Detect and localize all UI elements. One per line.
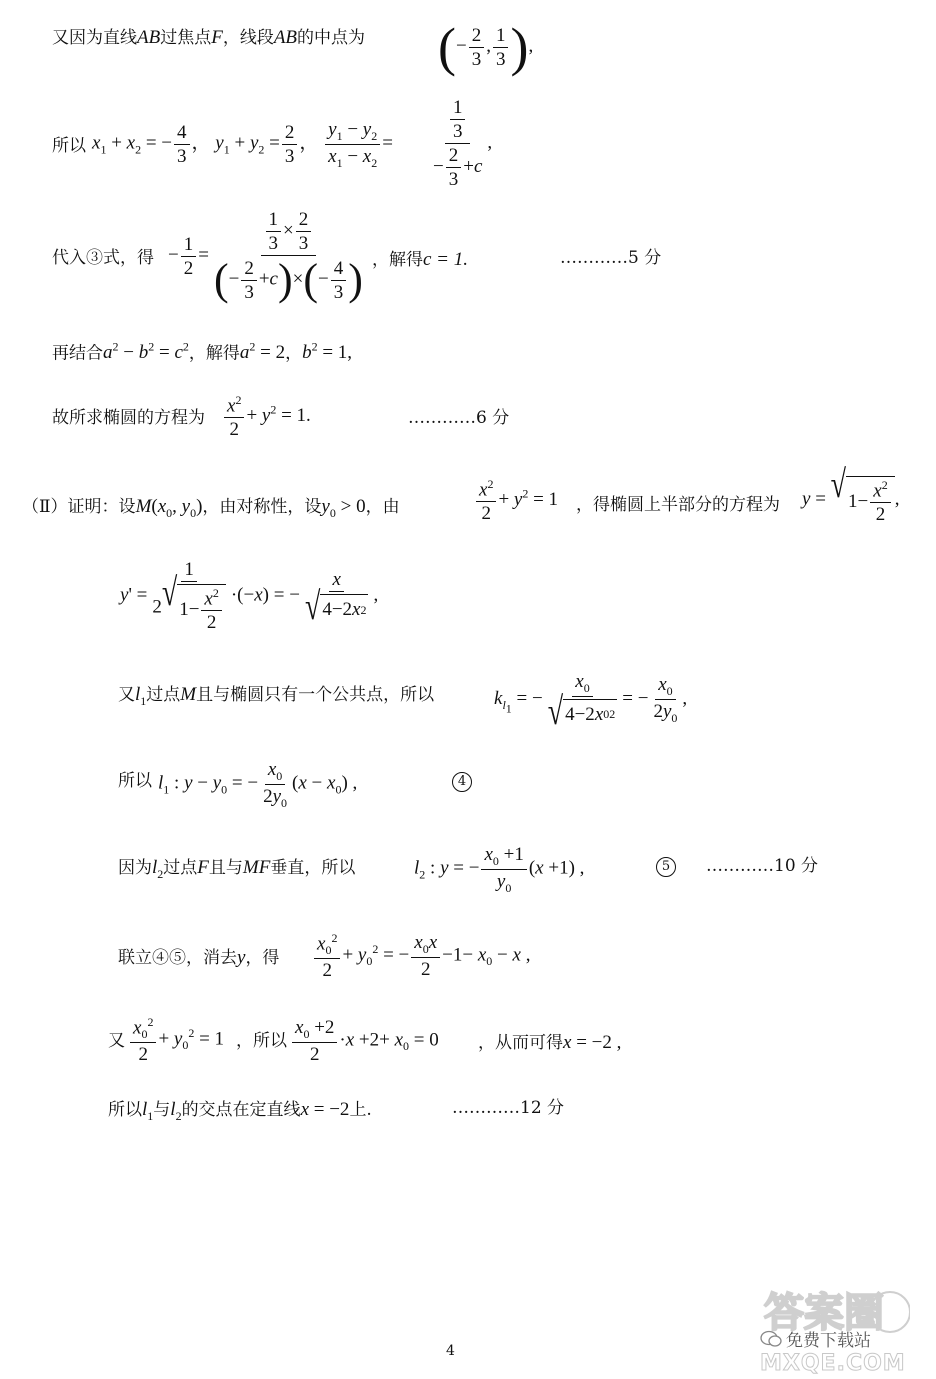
text: 又 (118, 685, 135, 705)
text: 的中点为 (297, 28, 366, 48)
text: 再结合 (52, 343, 103, 364)
line-9 (118, 773, 152, 790)
math: c = 1. (423, 249, 469, 270)
line-10: 因为$l_2$过点F且与MF垂直，所以 (118, 857, 356, 881)
label-5: 5 (656, 857, 676, 877)
text: ，线段 (222, 28, 274, 48)
text: ， (285, 343, 303, 364)
eq-line-12a: $\frac{x_0^2}{2}$ + $y_0^2 = 1$ (128, 1016, 224, 1064)
eq-line-6a: $\frac{x^2}{2}$ + $y^2 = 1$ (474, 478, 558, 523)
text: 过点 (163, 858, 198, 878)
text: ，得 (245, 948, 280, 968)
line-11: 联立④⑤，消去y，得 (118, 947, 280, 968)
score-6: …………6 分 (408, 408, 510, 428)
line-5 (52, 410, 205, 427)
eq-line-5: $\frac{x^2}{2}$ + $y^2 = 1$. (222, 394, 311, 439)
score-5: …………5 分 (560, 248, 662, 268)
eq-line-2: $x_1 + x_2$ = − $\frac{4}{3}$ ， $y_1 + y_2$ = $\frac{2}{3}$ ， $\frac{y_1 - y_2}{x_1 - x_2}$ = (92, 119, 393, 170)
eq-line-12b: $\frac{x_0 +2}{2}$ $\cdot x +2+ x_0 = 0$ (290, 1018, 439, 1064)
line-6b (576, 497, 780, 514)
eq-line-2b: $\frac{1}{3}$ − $\frac{2}{3}$ +c , (433, 97, 493, 190)
eq-line-8: $k_{l_1}$ = − $x_0$ √ 4−2 x 0 2 = − $\frac{x_0}{2y_0}$ , (494, 671, 688, 734)
line-3b (372, 250, 468, 269)
text: 联立④⑤，消去 (118, 948, 237, 968)
eq-derivative: y' = 1 2 √ 1− $\frac{x^2}{2}$ ·(−x) = − x √ 4−2 x 2 , (120, 559, 379, 634)
text: 且与 (208, 858, 243, 878)
line-2 (52, 138, 86, 155)
eq-line-11: $\frac{x_0^2}{2}$ + $y_0^2$ = − $\frac{x_0x}{2}$ $-1- x_0 - x$ , (312, 932, 530, 980)
line-12 (108, 1033, 125, 1050)
text: （Ⅱ）证明：设 (22, 497, 136, 517)
eq-line-10: $l_2$ : y = − $\frac{x_0 +1}{y_0}$ (x +1) , (414, 844, 585, 895)
math-F: F (211, 27, 223, 48)
text: 且与椭圆只有一个公共点，所以 (196, 685, 435, 705)
score-12: …………12 分 (452, 1098, 565, 1118)
label-4: 4 (452, 772, 472, 792)
line-12b (236, 1033, 287, 1050)
text: ，解得 (372, 250, 423, 270)
text: ，从而可得 (478, 1033, 563, 1053)
text: 所以 (118, 771, 152, 791)
text: 所以 (108, 1100, 142, 1120)
text: ，由对称性，设 (202, 497, 322, 517)
text: 过点 (146, 685, 181, 705)
eq-line-3: − $\frac{1}{2}$ = $\frac{1}{3}$ × $\frac{2}{3}$ (− $\frac{2}{3}$ +c)×(− $\frac{4}{3}$ ) (168, 209, 363, 304)
line-13: 所以$l_1$与$l_2$的交点在定直线x = −2上. (108, 1099, 372, 1123)
text: ，所以 (236, 1031, 287, 1051)
math-AB: AB (137, 27, 161, 48)
line-8: 又$l_1$过点M且与椭圆只有一个公共点，所以 (118, 684, 435, 708)
eq-line-9: $l_1$ : $y - y_0$ = − $\frac{x_0}{2y_0}$ $(x - x_0)$ , (158, 759, 358, 810)
score-10: …………10 分 (706, 856, 819, 876)
text: ，解得 (188, 343, 240, 364)
text: 所以 (52, 136, 86, 156)
line-12c: ，从而可得x = −2 , (478, 1032, 622, 1053)
text: 过焦点 (160, 28, 212, 48)
text: 又因为直线 (52, 28, 137, 48)
text: 因为 (118, 858, 152, 878)
watermark-text1: 免费下载站 (786, 1331, 871, 1351)
watermark-text (760, 1326, 930, 1376)
text: 又 (108, 1031, 125, 1051)
midpoint: (− $\frac{2}{3}$ , $\frac{1}{3}$ ), (438, 17, 534, 77)
line-1 (52, 28, 365, 47)
wechat-icon (760, 1330, 782, 1348)
text: ，得椭圆上半部分的方程为 (576, 495, 780, 515)
line-6: （Ⅱ）证明：设$M(x_0$, $y_0$)，由对称性，设$y_0 > 0$，由 (22, 496, 400, 520)
text: 与 (153, 1100, 171, 1120)
watermark-logo-text: 答案圈 (764, 1290, 884, 1336)
page-number: 4 (446, 1343, 455, 1359)
watermark-text2: MXQE.COM (760, 1351, 906, 1376)
math-AB2: AB (273, 27, 298, 48)
text: 的交点在定直线 (181, 1100, 301, 1120)
text: 故所求椭圆的方程为 (52, 408, 205, 428)
eq-line-6b: y = √ 1− $\frac{x^2}{2}$ , (802, 463, 900, 526)
line-4: 再结合$a^2 - b^2 = c^2$，解得$a^2 = 2$，$b^2 = 1$, (52, 340, 353, 364)
text: 垂直，所以 (270, 858, 356, 878)
text: ，由 (365, 497, 400, 517)
text: 代入③式，得 (52, 248, 154, 268)
text: 上. (349, 1100, 372, 1120)
line-3 (52, 250, 154, 267)
